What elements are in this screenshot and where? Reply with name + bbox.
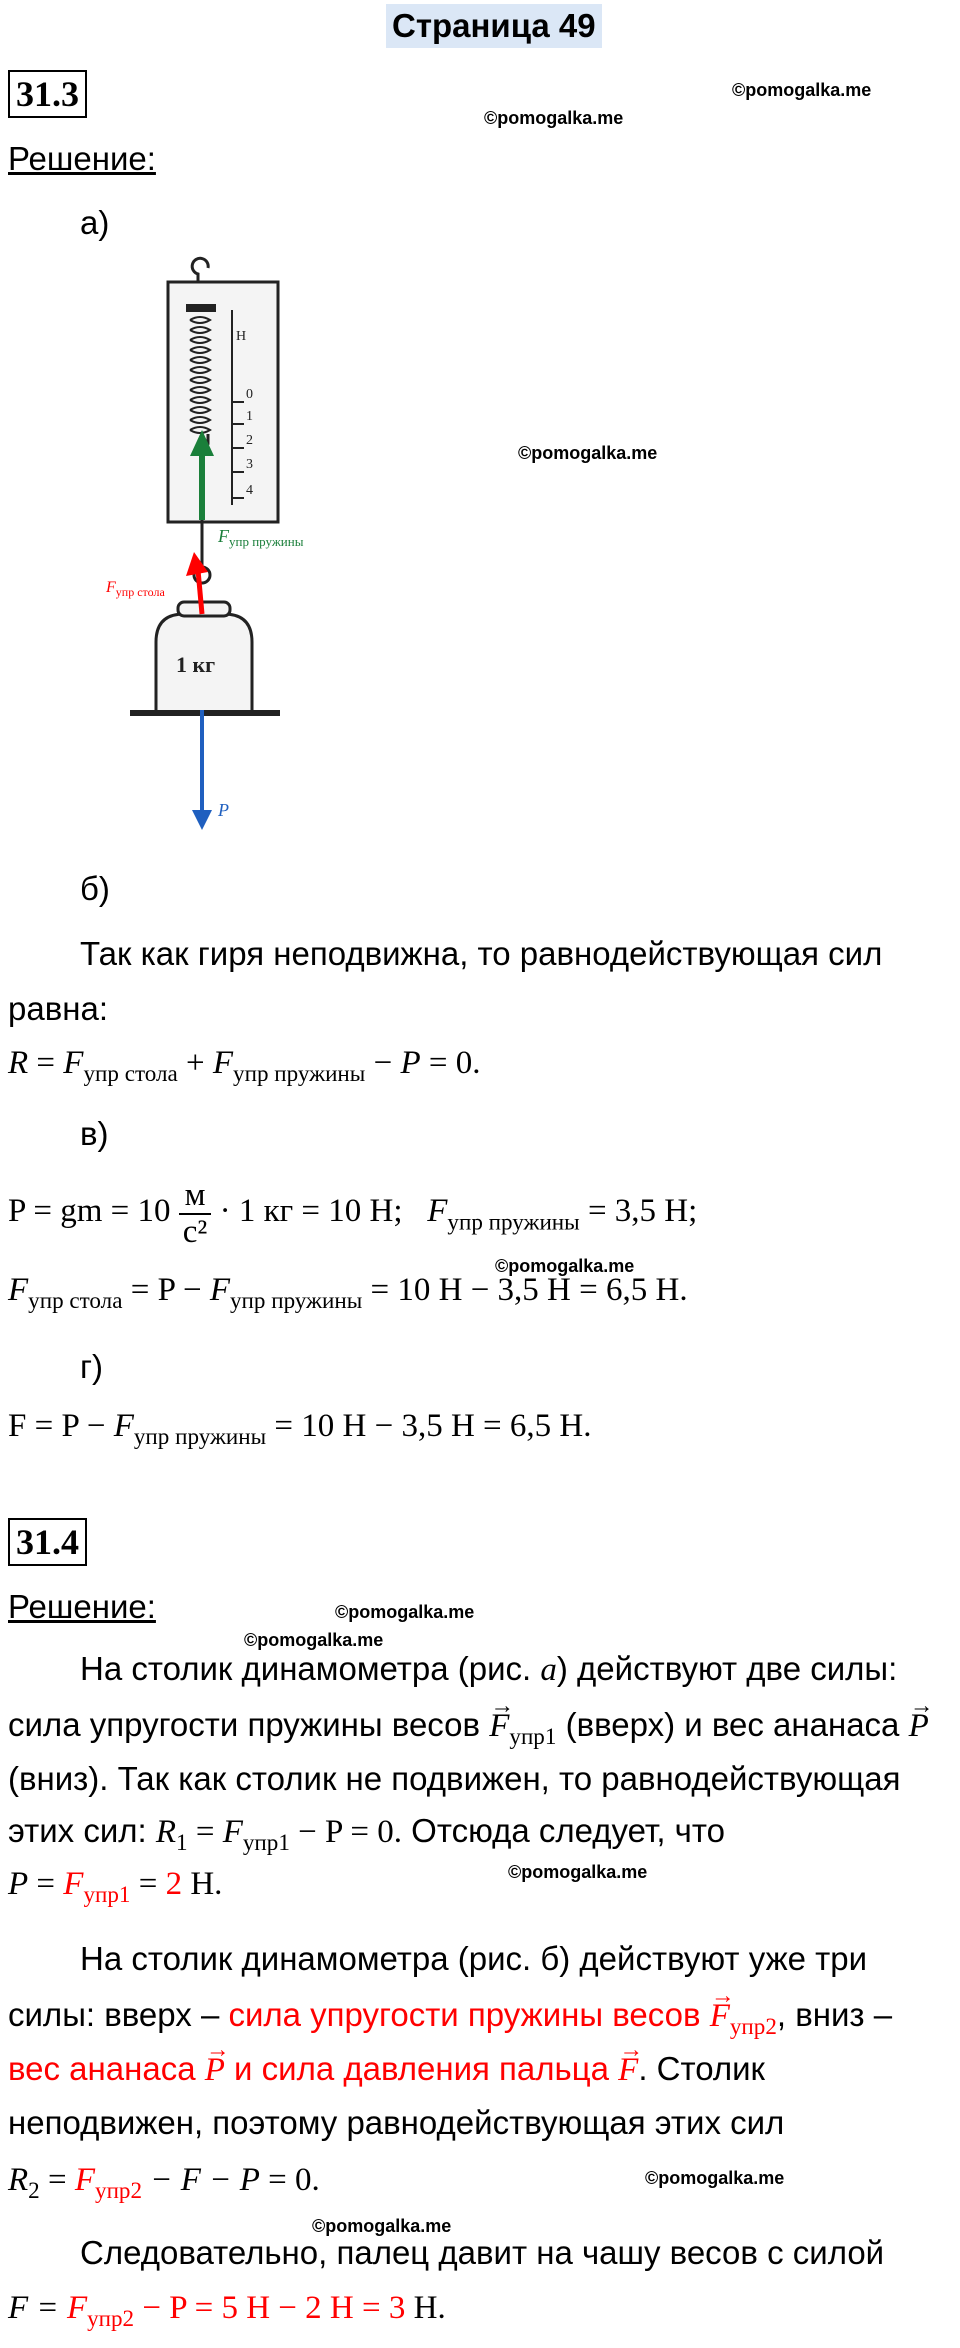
p2-line-4: неподвижен, поэтому равнодействующая этих сил bbox=[8, 2104, 785, 2141]
scale-1: 1 bbox=[246, 409, 253, 424]
solution-label: Решение: bbox=[8, 140, 156, 177]
page-title: Страница 49 bbox=[392, 7, 596, 44]
part-g-label: г) bbox=[80, 1348, 104, 1385]
watermark: ©pomogalka.me bbox=[732, 80, 872, 100]
watermark: ©pomogalka.me bbox=[495, 1256, 635, 1276]
p1-line-4: этих сил: $R_1 = F_{упр1} - P = 0$. Отсюда следует, что bbox=[8, 1812, 725, 1856]
watermark: ©pomogalka.me bbox=[645, 2168, 785, 2188]
weight-force-label: P bbox=[218, 800, 229, 820]
watermark: ©pomogalka.me bbox=[518, 443, 658, 463]
scale-2: 2 bbox=[246, 433, 253, 448]
p1-line-1: На столик динамометра (рис. а) действуют две силы: bbox=[80, 1650, 898, 1688]
fraction-m-s2: $\frac{м}{\text{с²}}$ bbox=[179, 1178, 212, 1249]
watermark: ©pomogalka.me bbox=[508, 1862, 648, 1882]
watermark: ©pomogalka.me bbox=[484, 108, 624, 128]
weight-force-arrow bbox=[192, 810, 212, 830]
equation-weight: P = gm = 10 $\frac{м}{\text{с²}}$ · 1 кг = 10 Н; $F_{упр пружины} = 3,5$ Н; bbox=[8, 1177, 698, 1250]
watermark: ©pomogalka.me bbox=[244, 1630, 384, 1650]
equation-resultant: $R = F_{упр стола} + F_{упр пружины} - P = 0$. bbox=[8, 1045, 481, 1087]
solution-label: Решение: bbox=[8, 1588, 156, 1625]
task-number-31-3: 31.3 bbox=[8, 70, 87, 118]
dynamometer-body bbox=[168, 282, 278, 522]
watermark: ©pomogalka.me bbox=[312, 2216, 452, 2236]
p2-line-3: вес ананаса → P и сила давления пальца → F. Столик bbox=[8, 2050, 765, 2089]
table-force-label: $F_{упр стола}$ bbox=[106, 579, 165, 599]
table-force-arrow bbox=[186, 552, 208, 576]
equation-table-force: $F_{упр стола} = P - F_{упр пружины} = 10$ Н − 3,5 Н = 6,5 Н. bbox=[8, 1272, 688, 1314]
part-b-text-1: Так как гиря неподвижна, то равнодействующая сил bbox=[80, 935, 883, 972]
dynamometer-figure bbox=[106, 270, 360, 850]
table-surface bbox=[130, 710, 280, 716]
p2-line-1: На столик динамометра (рис. б) действуют уже три bbox=[80, 1940, 868, 1977]
part-b-text-2: равна: bbox=[8, 990, 108, 1027]
p1-line-3: (вниз). Так как столик не подвижен, то равнодействующая bbox=[8, 1760, 901, 1797]
part-v-label: в) bbox=[80, 1115, 109, 1152]
spring-force-label: $F_{упр пружины}$ bbox=[218, 526, 304, 549]
p1-line-2: сила упругости пружины весов → $F_{упр1}$ (вверх) и вес ананаса → P bbox=[8, 1706, 929, 1750]
scale-0: 0 bbox=[246, 387, 253, 402]
equation-p-equals: $P = F_{упр1} = 2$ Н. bbox=[8, 1866, 223, 1908]
equation-final: $F = F_{упр2} - P = 5$ Н − 2 Н = 3 Н. bbox=[8, 2290, 446, 2332]
p3-line: Следовательно, палец давит на чашу весов с силой bbox=[80, 2234, 885, 2271]
p2-line-2: силы: вверх – сила упругости пружины весов → $F_{упр2}$, вниз – bbox=[8, 1996, 892, 2040]
equation-force: $F = P - F_{упр пружины} = 10$ Н − 3,5 Н = 6,5 Н. bbox=[8, 1408, 592, 1450]
part-a-label: а) bbox=[80, 204, 110, 241]
weight-label: 1 кг bbox=[176, 652, 216, 677]
page-header bbox=[386, 4, 602, 48]
task-number-31-4: 31.4 bbox=[8, 1518, 87, 1566]
hook-top bbox=[192, 258, 208, 282]
part-b-label: б) bbox=[80, 870, 110, 907]
scale-3: 3 bbox=[246, 457, 253, 472]
watermark: ©pomogalka.me bbox=[335, 1602, 475, 1622]
scale-unit: Н bbox=[236, 329, 247, 344]
scale-4: 4 bbox=[246, 483, 253, 498]
equation-r2: $R_2 = F_{упр2} - F - P = 0$. bbox=[8, 2162, 320, 2204]
